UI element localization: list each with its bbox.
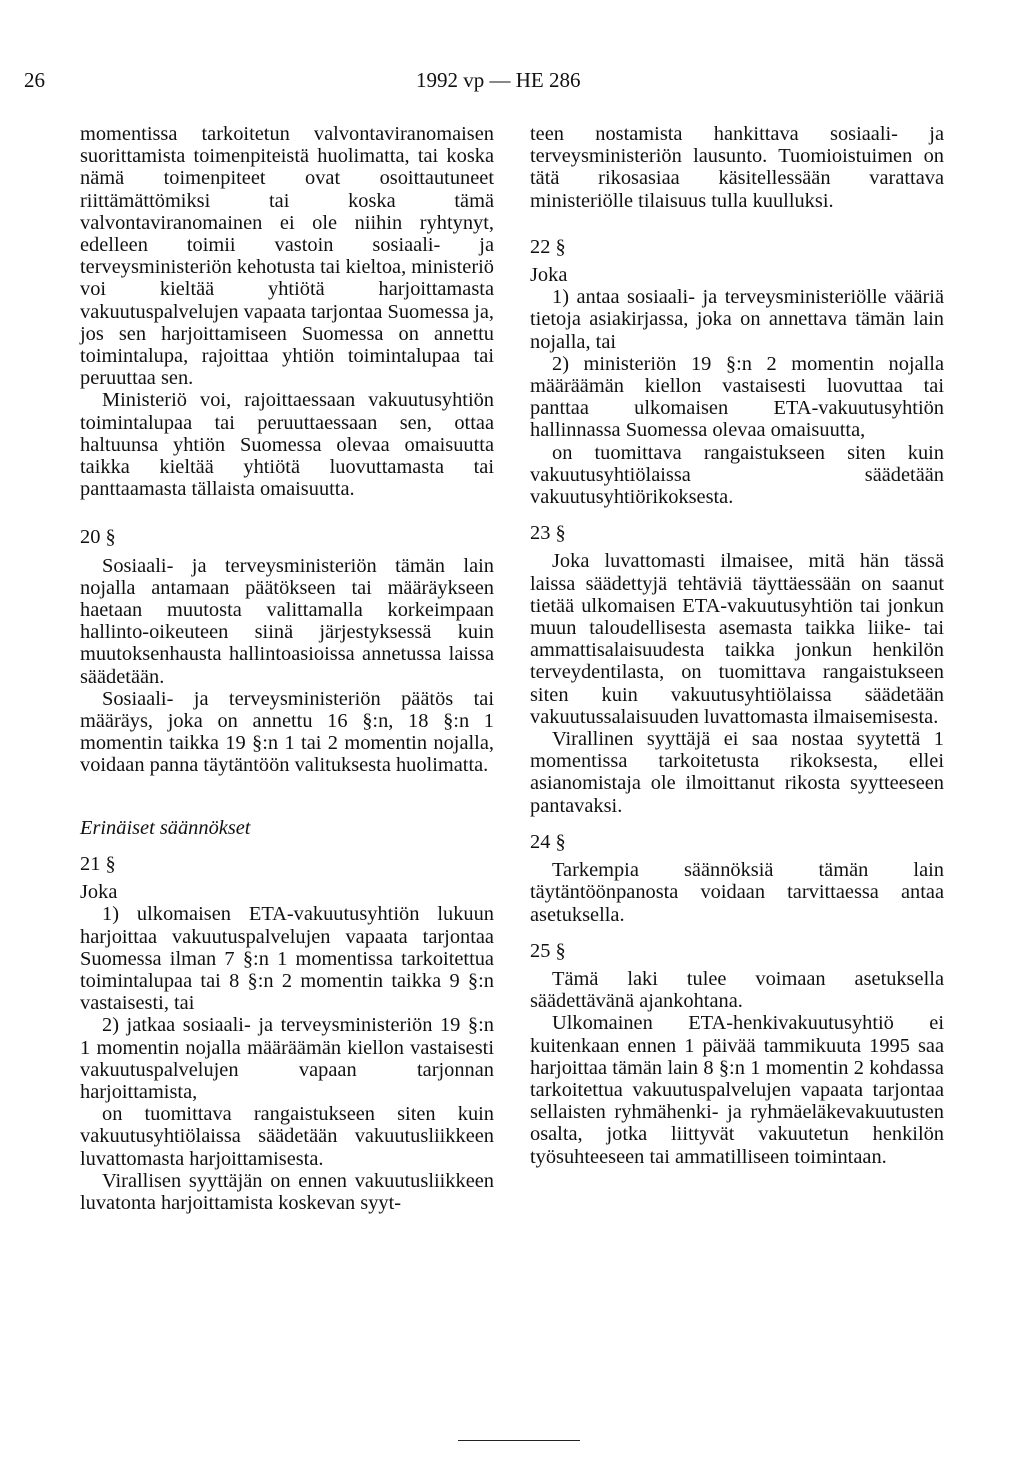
section-heading-21: 21 § xyxy=(80,852,116,875)
page-header xyxy=(24,68,1000,104)
list-item: 1) antaa sosiaali- ja terveysministeriölle vääriä tietoja asiakirjassa, joka on annettava tämän lain nojalla, tai xyxy=(530,286,944,353)
paragraph: momentissa tarkoitetun valvontaviranomaisen suorittamista toimenpiteistä huolimatta, tai koska nämä toimenpiteet ovat osoittautuneet riittämättömiksi tai koska tämä valvontaviranomainen ei ole niihin ryhtynyt, edelleen toimii vastoin sosiaali- ja terveysministeriön kehotusta tai kieltoa, ministeriö voi kieltää yhtiötä harjoittamasta vakuutuspalvelujen vapaata tarjontaa Suomessa ja, jos sen harjoittamiseen Suomessa on annettu toimintalupa, rajoittaa yhtiön toimintalupaa tai peruuttaa sen. xyxy=(80,123,494,390)
paragraph: Joka xyxy=(530,264,568,287)
paragraph: Sosiaali- ja terveysministeriön tämän lain nojalla antamaan päätökseen tai määräykseen haetaan muutosta valittamalla korkeimpaan hallinto-oikeuteen siinä järjestyksessä kuin muutoksenhausta hallintoasioissa annetussa laissa säädetään. xyxy=(80,554,494,688)
document-title: 1992 vp — HE 286 xyxy=(416,68,581,92)
section-heading-23: 23 § xyxy=(530,522,566,545)
paragraph: teen nostamista hankittava sosiaali- ja terveysministeriön lausunto. Tuomioistuimen on tätä rikosasiaa käsitellessään varattava ministeriölle tilaisuus tulla kuulluksi. xyxy=(530,123,944,212)
section-heading-24: 24 § xyxy=(530,830,566,853)
paragraph: Ulkomainen ETA-henkivakuutusyhtiö ei kuitenkaan ennen 1 päivää tammikuuta 1995 saa harjoittaa tämän lain 8 §:n 1 momentin 2 kohdassa tarkoitettua vakuutuspalvelujen vapaata tarjontaa sellaisten ryhmähenki- ja ryhmäeläkevakuutusten osalta, jotka liittyvät vakuutetun henkilön työsuhteeseen tai ammatilliseen toimintaan. xyxy=(530,1012,944,1168)
paragraph: Joka xyxy=(80,881,118,904)
paragraph: Joka luvattomasti ilmaisee, mitä hän tässä laissa säädettyjä tehtäviä täyttäessään on saanut tietää ulkomaisen ETA-vakuutusyhtiön tai jonkun muun taloudellisesta asemasta taikka liike- tai ammattisalaisuudesta taikka jonkun henkilön terveydentilasta, on tuomittava rangaistukseen siten kuin vakuutusyhtiölaissa säädetään vakuutussalaisuuden luvattomasta ilmaisemisesta. xyxy=(530,550,944,728)
paragraph: on tuomittava rangaistukseen siten kuin vakuutusyhtiölaissa säädetään vakuutusyhtiörikoksesta. xyxy=(530,441,944,509)
end-rule xyxy=(458,1440,580,1441)
right-column xyxy=(530,123,944,1168)
chapter-heading: Erinäiset säännökset xyxy=(80,816,251,839)
section-heading-20: 20 § xyxy=(80,526,116,549)
paragraph: Tämä laki tulee voimaan asetuksella säädettävänä ajankohtana. xyxy=(530,967,944,1013)
paragraph: Sosiaali- ja terveysministeriön päätös tai määräys, joka on annettu 16 §:n, 18 §:n 1 momentin taikka 19 §:n 1 tai 2 momentin nojalla, voidaan panna täytäntöön valituksesta huolimatta. xyxy=(80,687,494,777)
left-column xyxy=(80,123,494,1214)
page-number: 26 xyxy=(24,68,45,92)
paragraph: on tuomittava rangaistukseen siten kuin vakuutusyhtiölaissa säädetään vakuutusliikkeen luvattomasta harjoittamisesta. xyxy=(80,1103,494,1170)
list-item: 1) ulkomaisen ETA-vakuutusyhtiön lukuun harjoittaa vakuutuspalvelujen vapaata tarjontaa Suomessa ilman 7 §:n 1 momentissa tarkoitettua toimintalupaa tai 8 §:n 2 momentin taikka 9 §:n vastaisesti, tai xyxy=(80,903,494,1015)
paragraph: Tarkempia säännöksiä tämän lain täytäntöönpanosta voidaan tarvittaessa antaa asetuksella. xyxy=(530,859,944,926)
paragraph: Ministeriö voi, rajoittaessaan vakuutusyhtiön toimintalupaa tai peruuttaessaan sen, ottaa haltuunsa yhtiön Suomessa olevaa omaisuutta taikka kieltää yhtiötä luovuttamasta tai panttaamasta tällaista omaisuutta. xyxy=(80,389,494,501)
section-heading-25: 25 § xyxy=(530,939,566,962)
section-heading-22: 22 § xyxy=(530,235,566,258)
list-item: 2) jatkaa sosiaali- ja terveysministeriön 19 §:n 1 momentin nojalla määräämän kiellon vastaisesti vakuutuspalvelujen vapaan tarjonnan harjoittamista, xyxy=(80,1014,494,1103)
paragraph: Virallinen syyttäjä ei saa nostaa syytettä 1 momentissa tarkoitetusta rikoksesta, ellei asianomistaja ole ilmoittanut rikosta syytteeseen pantavaksi. xyxy=(530,728,944,817)
list-item: 2) ministeriön 19 §:n 2 momentin nojalla määräämän kiellon vastaisesti luovuttaa tai panttaa ulkomaisen ETA-vakuutusyhtiön hallinnassa Suomessa olevaa omaisuutta, xyxy=(530,352,944,442)
paragraph: Virallisen syyttäjän on ennen vakuutusliikkeen luvatonta harjoittamista koskevan syyt- xyxy=(80,1169,494,1214)
